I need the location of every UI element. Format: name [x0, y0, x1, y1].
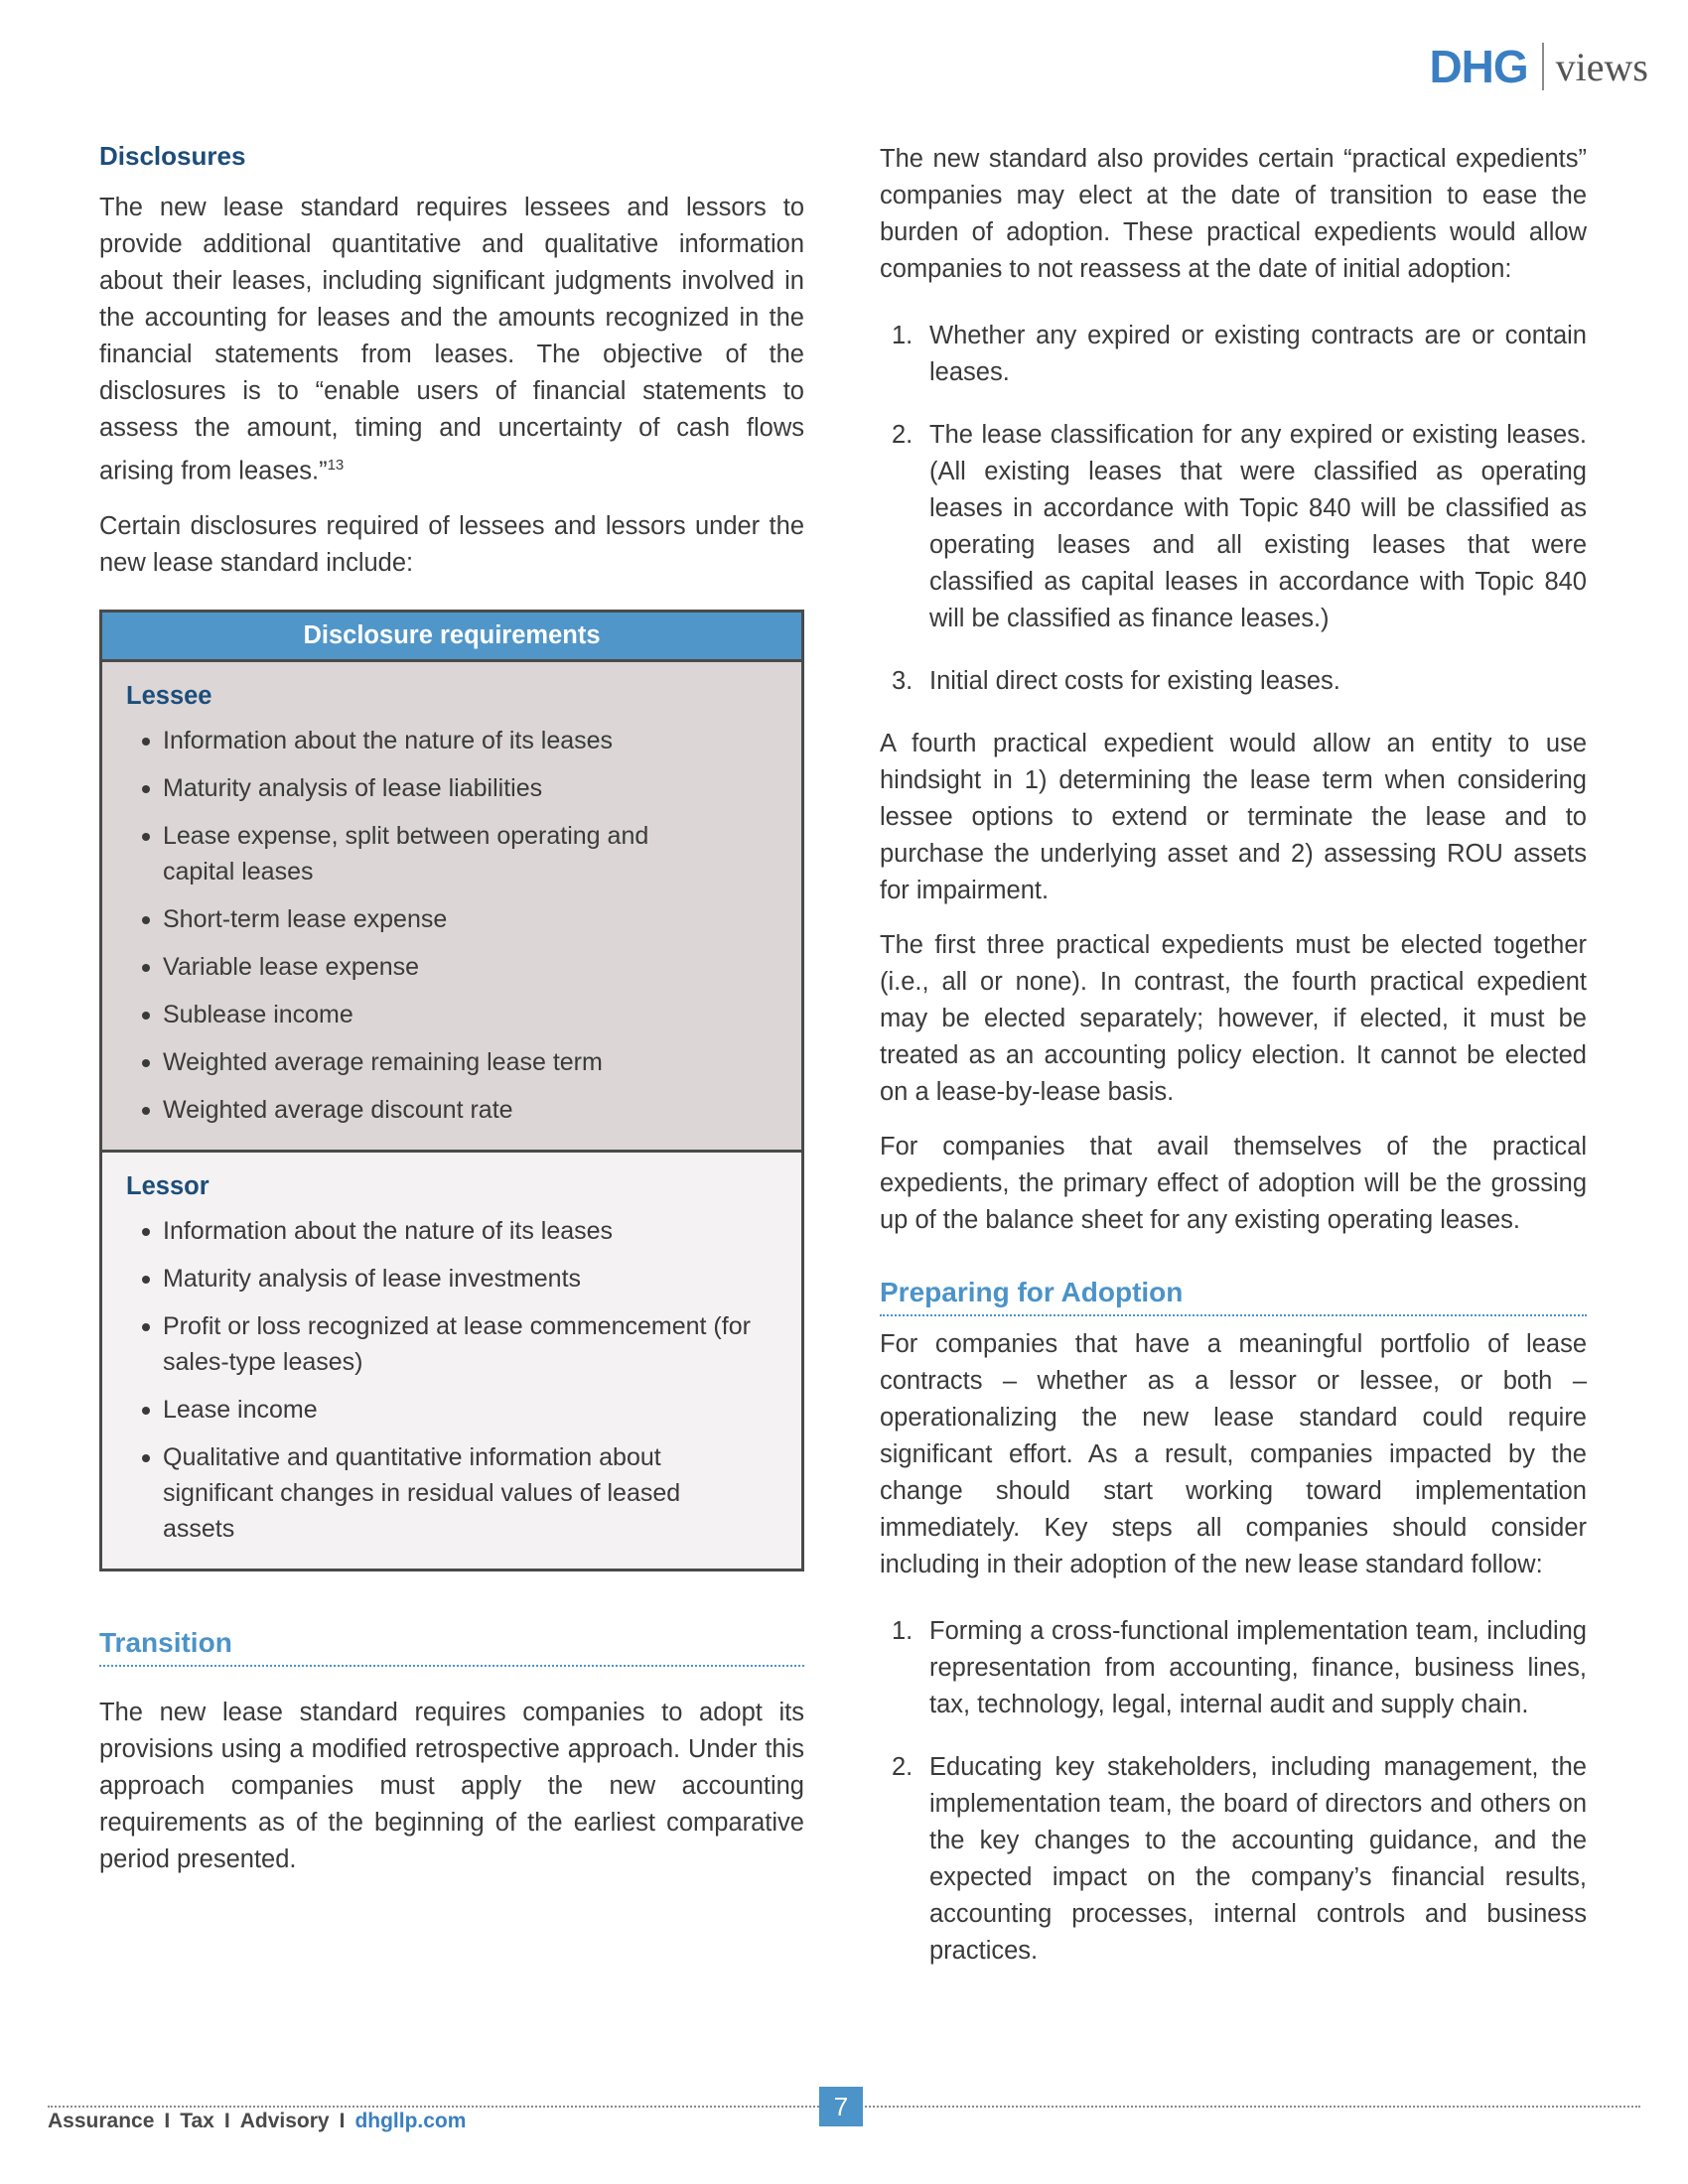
footer-separator: I	[164, 2110, 171, 2132]
list-item	[126, 818, 777, 889]
list-item: Weighted average remaining lease term	[126, 1044, 777, 1080]
list-item-text: Forming a cross-functional implementation team, including representation from accounting, finance, business lines, tax, technology, legal, internal audit and supply chain.	[929, 1617, 1587, 1718]
list-item	[880, 663, 1587, 700]
key-steps-list	[880, 1613, 1587, 1970]
logo-mark: DHG	[1429, 41, 1528, 92]
list-number: 3.	[892, 667, 914, 695]
list-item: Maturity analysis of lease liabilities	[126, 770, 777, 806]
list-item: Weighted average discount rate	[126, 1092, 777, 1128]
list-number: 2.	[892, 421, 914, 449]
disclosures-paragraph-2: Certain disclosures required of lessees and lessors under the new lease standard include:	[99, 511, 804, 577]
list-item	[880, 1749, 1587, 1970]
lessor-list	[126, 1213, 777, 1547]
footer-service-links	[48, 2110, 466, 2133]
right-column	[880, 141, 1587, 1995]
list-item	[880, 1613, 1587, 1723]
list-number: 1.	[892, 322, 914, 349]
fourth-expedient-paragraph: A fourth practical expedient would allow an entity to use hindsight in 1) determining the lease term when considering lessee options to extend or terminate the lease and to purchase the underlying asset and 2) assessing ROU assets for impairment.	[880, 730, 1587, 904]
list-item-text: Educating key stakeholders, including management, the implementation team, the board of directors and others on the key changes to the accounting guidance, and the expected impact on the company’s financial results, accounting processes, internal controls and business practices.	[929, 1753, 1587, 1965]
lessor-title: Lessor	[126, 1171, 210, 1200]
logo-divider	[1542, 43, 1544, 90]
website-link[interactable]: dhgllp.com	[354, 2110, 467, 2132]
practical-expedients-intro: The new standard also provides certain “practical expedients” companies may elect at the date of transition to ease the burden of adoption. These practical expedients would allow companies to not reassess at the date of initial adoption:	[880, 145, 1587, 283]
footer-separator: I	[223, 2110, 230, 2132]
list-item: Variable lease expense	[126, 949, 777, 985]
lessee-list	[126, 723, 777, 1128]
lessee-title: Lessee	[126, 681, 212, 710]
table-header: Disclosure requirements	[102, 613, 801, 662]
footer-advisory: Advisory	[239, 2110, 330, 2132]
lessor-section	[102, 1153, 801, 1569]
list-item: Lease income	[126, 1392, 777, 1428]
preparing-heading: Preparing for Adoption	[880, 1277, 1587, 1316]
footer-tax: Tax	[180, 2110, 214, 2132]
disclosures-paragraph-1	[99, 190, 804, 490]
list-item-text: Qualitative and quantitative information about significant changes in residual values of leased assets	[163, 1442, 681, 1543]
disclosures-paragraph-1-text: The new lease standard requires lessees and lessors to provide additional quantitative and qualitative information about their leases, including significant judgments involved in the accounting for leases and the amounts recognized in the financial statements from leases. The objective of the disclosures is to “enable users of financial statements to assess the amount, timing and uncertainty of cash flows arising from leases.”	[99, 194, 804, 485]
disclosures-heading: Disclosures	[99, 141, 246, 171]
transition-heading: Transition	[99, 1627, 804, 1667]
left-column	[99, 141, 804, 1896]
practical-expedients-list	[880, 318, 1587, 700]
list-item: Profit or loss recognized at lease commencement (for sales-type leases)	[126, 1308, 777, 1380]
list-item	[880, 318, 1587, 391]
list-item-text: The lease classification for any expired or existing leases. (All existing leases that were classified as operating leases in accordance with Topic 840 will be classified as operating leases and all existing leases that were classified as capital leases in accordance with Topic 840 will be classified as finance leases.)	[929, 421, 1587, 632]
dhg-views-logo	[1429, 40, 1648, 93]
list-item: Information about the nature of its leases	[126, 1213, 777, 1249]
transition-paragraph: The new lease standard requires companies to adopt its provisions using a modified retrospective approach. Under this approach companies must apply the new accounting requirements as of the beginning of the earliest comparative period presented.	[99, 1698, 804, 1873]
list-item	[880, 417, 1587, 637]
list-item: Maturity analysis of lease investments	[126, 1261, 777, 1297]
footnote-ref: 13	[327, 457, 345, 474]
list-item-text: Initial direct costs for existing leases.	[929, 667, 1340, 695]
lessee-section	[102, 662, 801, 1153]
list-item-text: Whether any expired or existing contracts are or contain leases.	[929, 322, 1587, 386]
effect-paragraph: For companies that avail themselves of the practical expedients, the primary effect of adoption will be the grossing up of the balance sheet for any existing operating leases.	[880, 1133, 1587, 1234]
list-item: Sublease income	[126, 997, 777, 1032]
footer-assurance: Assurance	[48, 2110, 155, 2132]
list-item-text: Lease expense, split between operating and capital leases	[163, 821, 649, 886]
list-number: 2.	[892, 1753, 914, 1781]
footer-separator: I	[339, 2110, 346, 2132]
list-item: Short-term lease expense	[126, 901, 777, 937]
logo-word: views	[1555, 44, 1648, 89]
list-item	[126, 1439, 777, 1547]
disclosure-requirements-table	[99, 610, 804, 1571]
page-number: 7	[819, 2087, 863, 2126]
list-number: 1.	[892, 1617, 914, 1645]
preparing-paragraph: For companies that have a meaningful portfolio of lease contracts – whether as a lessor or lessee, or both – operationalizing the new lease standard could require significant effort. As a result, companies impacted by the change should start working toward implementation immediately. Key steps all companies should consider including in their adoption of the new lease standard follow:	[880, 1330, 1587, 1578]
election-paragraph: The first three practical expedients must be elected together (i.e., all or none). In contrast, the fourth practical expedient may be elected separately; however, if elected, it must be treated as an accounting policy election. It cannot be elected on a lease-by-lease basis.	[880, 931, 1587, 1106]
list-item: Information about the nature of its leases	[126, 723, 777, 758]
